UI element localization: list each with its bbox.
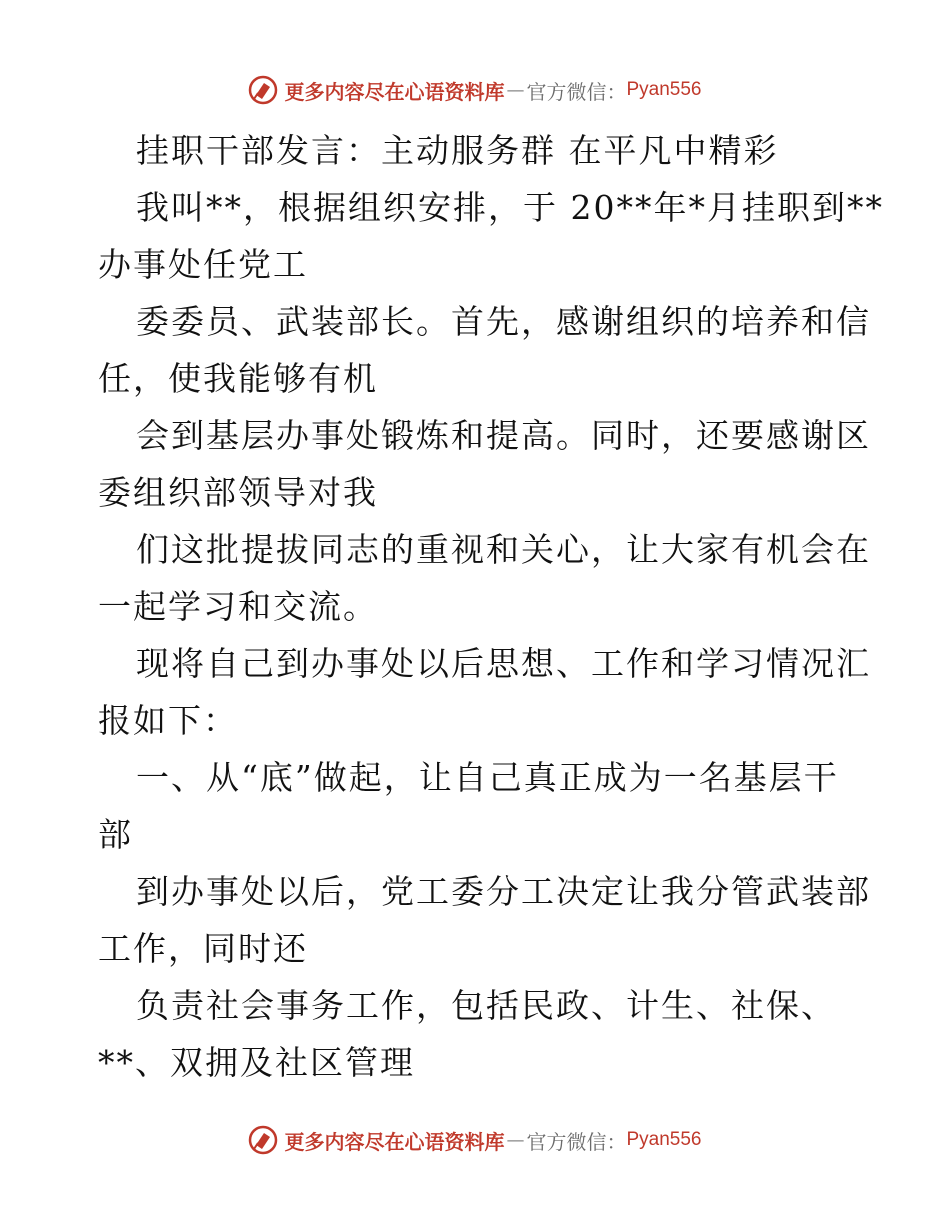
watermark-official-label: 官方微信： bbox=[526, 79, 627, 104]
paragraph-line: 们这批提拔同志的重视和关心，让大家有机会在 bbox=[136, 530, 871, 569]
paragraph-line: 办事处任党工 bbox=[98, 245, 308, 284]
paragraph-line: 会到基层办事处锻炼和提高。同时，还要感谢区 bbox=[136, 416, 871, 455]
paragraph-line: 任，使我能够有机 bbox=[98, 359, 378, 398]
paragraph-line: 委组织部领导对我 bbox=[98, 473, 378, 512]
watermark-wechat-id: Pyan556 bbox=[626, 1129, 702, 1150]
library-logo-icon bbox=[248, 1125, 278, 1155]
paragraph-line: 工作，同时还 bbox=[98, 929, 308, 968]
watermark-official-label: 官方微信： bbox=[526, 1129, 627, 1154]
document-title: 挂职干部发言：主动服务群 在平凡中精彩 bbox=[136, 131, 779, 170]
watermark-brand: 更多内容尽在心语资料库 bbox=[284, 79, 505, 104]
paragraph-line: 负责社会事务工作，包括民政、计生、社保、 bbox=[136, 986, 836, 1025]
section-heading-continued: 部 bbox=[98, 815, 133, 854]
paragraph-line: 现将自己到办事处以后思想、工作和学习情况汇 bbox=[136, 644, 871, 683]
document-body bbox=[98, 122, 884, 1091]
paragraph-line: 到办事处以后，党工委分工决定让我分管武装部 bbox=[136, 872, 871, 911]
paragraph-line: **、双拥及社区管理 bbox=[98, 1043, 415, 1082]
library-logo-icon bbox=[248, 75, 278, 105]
paragraph-line: 报如下： bbox=[98, 701, 238, 740]
watermark-brand: 更多内容尽在心语资料库 bbox=[284, 1129, 505, 1154]
watermark-wechat-id: Pyan556 bbox=[626, 79, 702, 100]
watermark-dash: — bbox=[506, 1129, 525, 1151]
paragraph-line: 一起学习和交流。 bbox=[98, 587, 378, 626]
footer-watermark bbox=[0, 1120, 950, 1160]
paragraph-line: 我叫**，根据组织安排，于 20**年*月挂职到** bbox=[136, 188, 884, 227]
section-heading: 一、从“底”做起，让自己真正成为一名基层干 bbox=[136, 758, 839, 797]
paragraph-line: 委委员、武装部长。首先，感谢组织的培养和信 bbox=[136, 302, 871, 341]
watermark-dash: — bbox=[506, 79, 525, 101]
header-watermark bbox=[0, 70, 950, 110]
